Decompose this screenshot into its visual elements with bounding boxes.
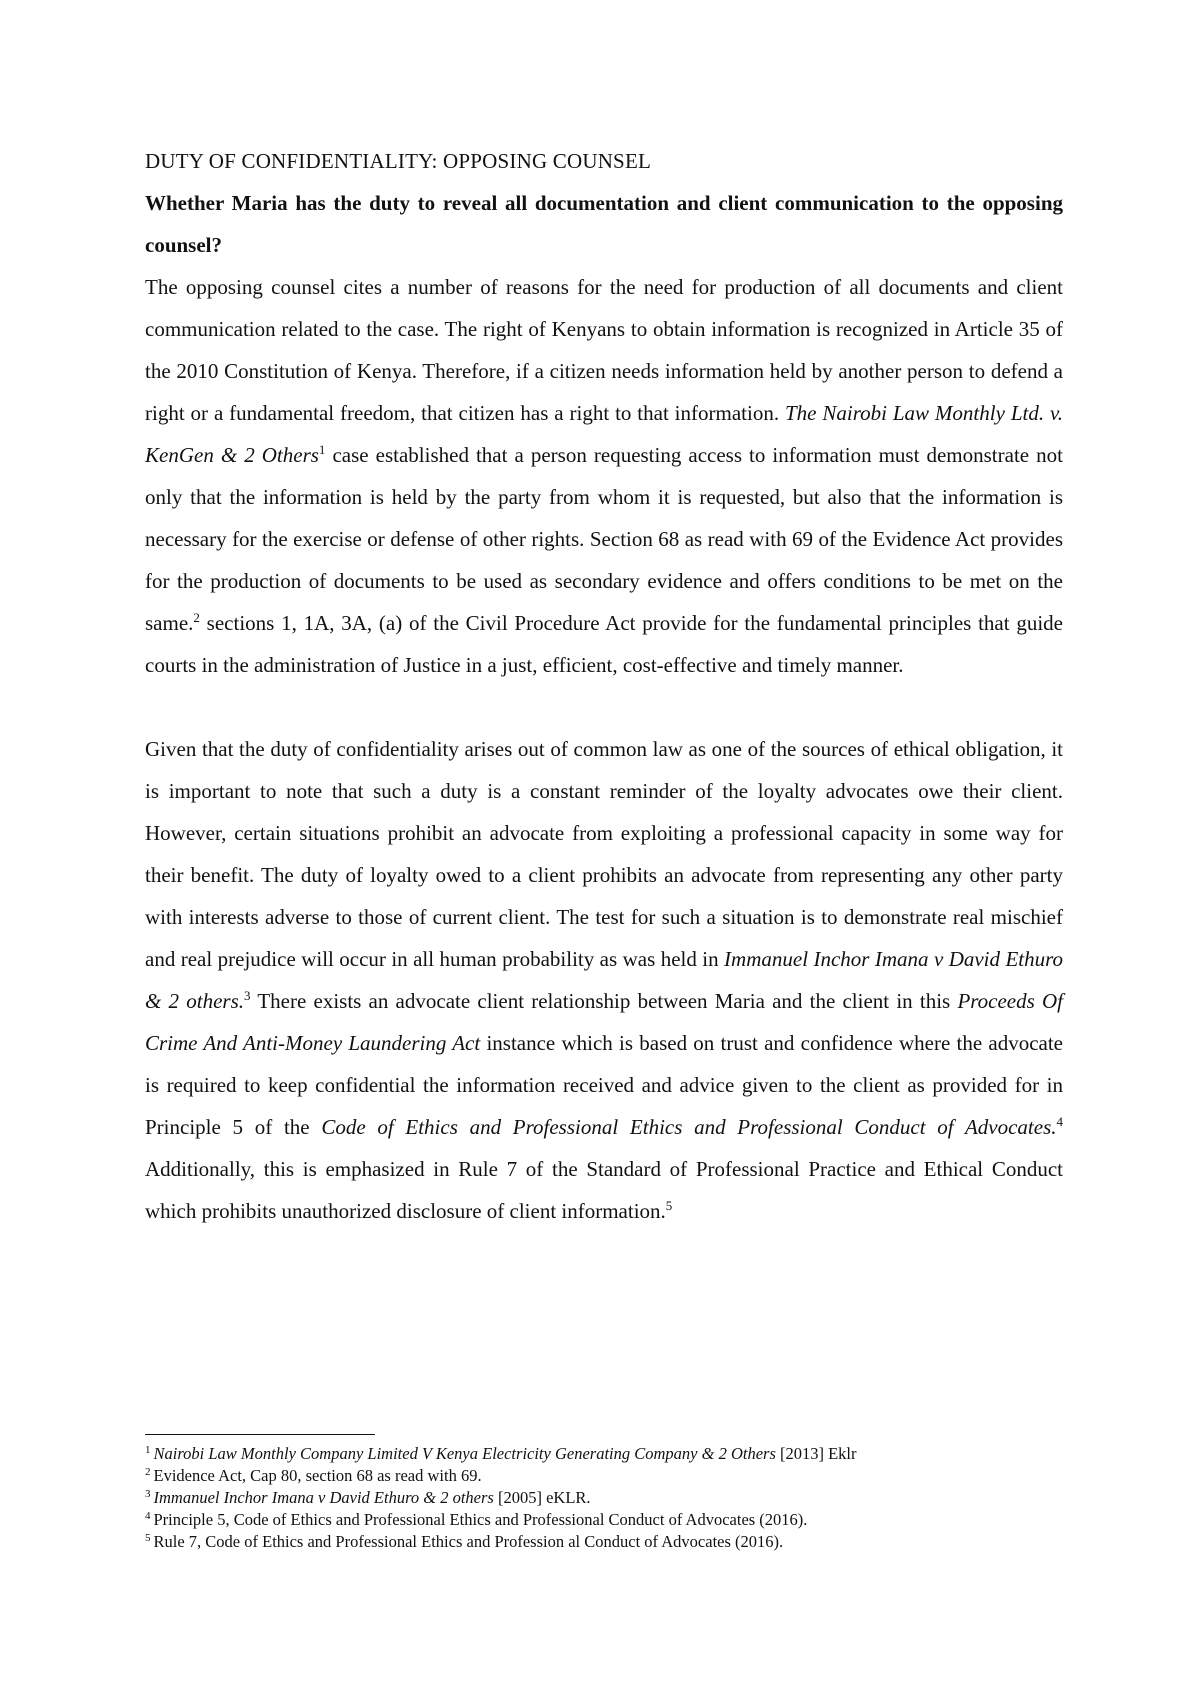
footnote-text: [2013] Eklr bbox=[775, 1444, 857, 1463]
paragraph-2-text-c: instance which is based on trust and confidence where the advocate is required to keep confidential the information received and advice given to the client as provided for in Principle 5 of the bbox=[145, 1031, 1063, 1139]
footnotes-section bbox=[145, 1434, 1063, 1553]
footnote-5 bbox=[145, 1531, 1063, 1553]
footnote-number: 1 bbox=[145, 1443, 151, 1456]
paragraph-2 bbox=[145, 728, 1063, 1232]
code-title: Code of Ethics and Professional Ethics and Professional Conduct of Advocates. bbox=[321, 1115, 1057, 1139]
footnote-ref-5[interactable]: 5 bbox=[665, 1198, 673, 1213]
paragraph-2-text-b: There exists an advocate client relationship between Maria and the client in this bbox=[250, 989, 958, 1013]
document-body bbox=[145, 140, 1063, 1232]
footnote-1 bbox=[145, 1443, 1063, 1465]
footnote-italic: Nairobi Law Monthly Company Limited V Kenya Electricity Generating Company & 2 Others bbox=[153, 1444, 776, 1463]
footnote-text: Principle 5, Code of Ethics and Professional Ethics and Professional Conduct of Advocates (2016). bbox=[153, 1510, 808, 1529]
issue-question: Whether Maria has the duty to reveal all documentation and client communication to the opposing counsel? bbox=[145, 191, 1063, 257]
paragraph-1-text-a: The opposing counsel cites a number of reasons for the need for production of all documents and client communication related to the case. The right of Kenyans to obtain information is recognized in Article 35 of the 2010 Constitution of Kenya. Therefore, if a citizen needs information held by another person to defend a right or a fundamental freedom, that citizen has a right to that information. bbox=[145, 275, 1063, 425]
act-title: Proceeds Of Crime And Anti-Money Laundering Act bbox=[145, 989, 1063, 1055]
footnote-ref-3[interactable]: 3 bbox=[244, 988, 251, 1003]
paragraph-1-text-b: case established that a person requesting access to information must demonstrate not only that the information is held by the party from whom it is requested, but also that the information is necessary for the exercise or defense of other rights. Section 68 as read with 69 of the Evidence Act provides for the production of documents to be used as secondary evidence and offers conditions to be met on the same. bbox=[145, 443, 1063, 635]
footnote-4 bbox=[145, 1509, 1063, 1531]
footnote-3 bbox=[145, 1487, 1063, 1509]
footnote-text: Evidence Act, Cap 80, section 68 as read with 69. bbox=[153, 1466, 482, 1485]
paragraph-1 bbox=[145, 266, 1063, 686]
footnote-number: 3 bbox=[145, 1487, 151, 1500]
footnote-ref-1[interactable]: 1 bbox=[318, 442, 326, 457]
case-citation-3: Immanuel Inchor Imana v David Ethuro & 2 others. bbox=[145, 947, 1063, 1013]
footnote-separator bbox=[145, 1434, 375, 1435]
footnote-text: [2005] eKLR. bbox=[493, 1488, 591, 1507]
paragraph-1-text-c: sections 1, 1A, 3A, (a) of the Civil Procedure Act provide for the fundamental principles that guide courts in the administration of Justice in a just, efficient, cost-effective and timely manner. bbox=[145, 611, 1063, 677]
footnote-ref-2[interactable]: 2 bbox=[193, 610, 200, 625]
paragraph-2-text-a: Given that the duty of confidentiality arises out of common law as one of the sources of ethical obligation, it is important to note that such a duty is a constant reminder of the loyalty advocates owe their client. However, certain situations prohibit an advocate from exploiting a professional capacity in some way for their benefit. The duty of loyalty owed to a client prohibits an advocate from representing any other party with interests adverse to those of current client. The test for such a situation is to demonstrate real mischief and real prejudice will occur in all human probability as was held in bbox=[145, 737, 1063, 971]
footnote-italic: Immanuel Inchor Imana v David Ethuro & 2 others bbox=[153, 1488, 494, 1507]
footnote-2 bbox=[145, 1465, 1063, 1487]
footnote-number: 2 bbox=[145, 1465, 151, 1478]
paragraph-2-text-d: Additionally, this is emphasized in Rule 7 of the Standard of Professional Practice and Ethical Conduct which prohibits unauthorized disclosure of client information. bbox=[145, 1157, 1063, 1223]
footnote-number: 5 bbox=[145, 1531, 151, 1544]
footnote-number: 4 bbox=[145, 1509, 151, 1522]
section-heading: DUTY OF CONFIDENTIALITY: OPPOSING COUNSEL bbox=[145, 149, 651, 173]
footnote-text: Rule 7, Code of Ethics and Professional Ethics and Profession al Conduct of Advocates (2016). bbox=[153, 1532, 784, 1551]
case-citation-1: The Nairobi Law Monthly Ltd. v. KenGen & 2 Others bbox=[145, 401, 1063, 467]
footnote-ref-4[interactable]: 4 bbox=[1056, 1114, 1063, 1129]
